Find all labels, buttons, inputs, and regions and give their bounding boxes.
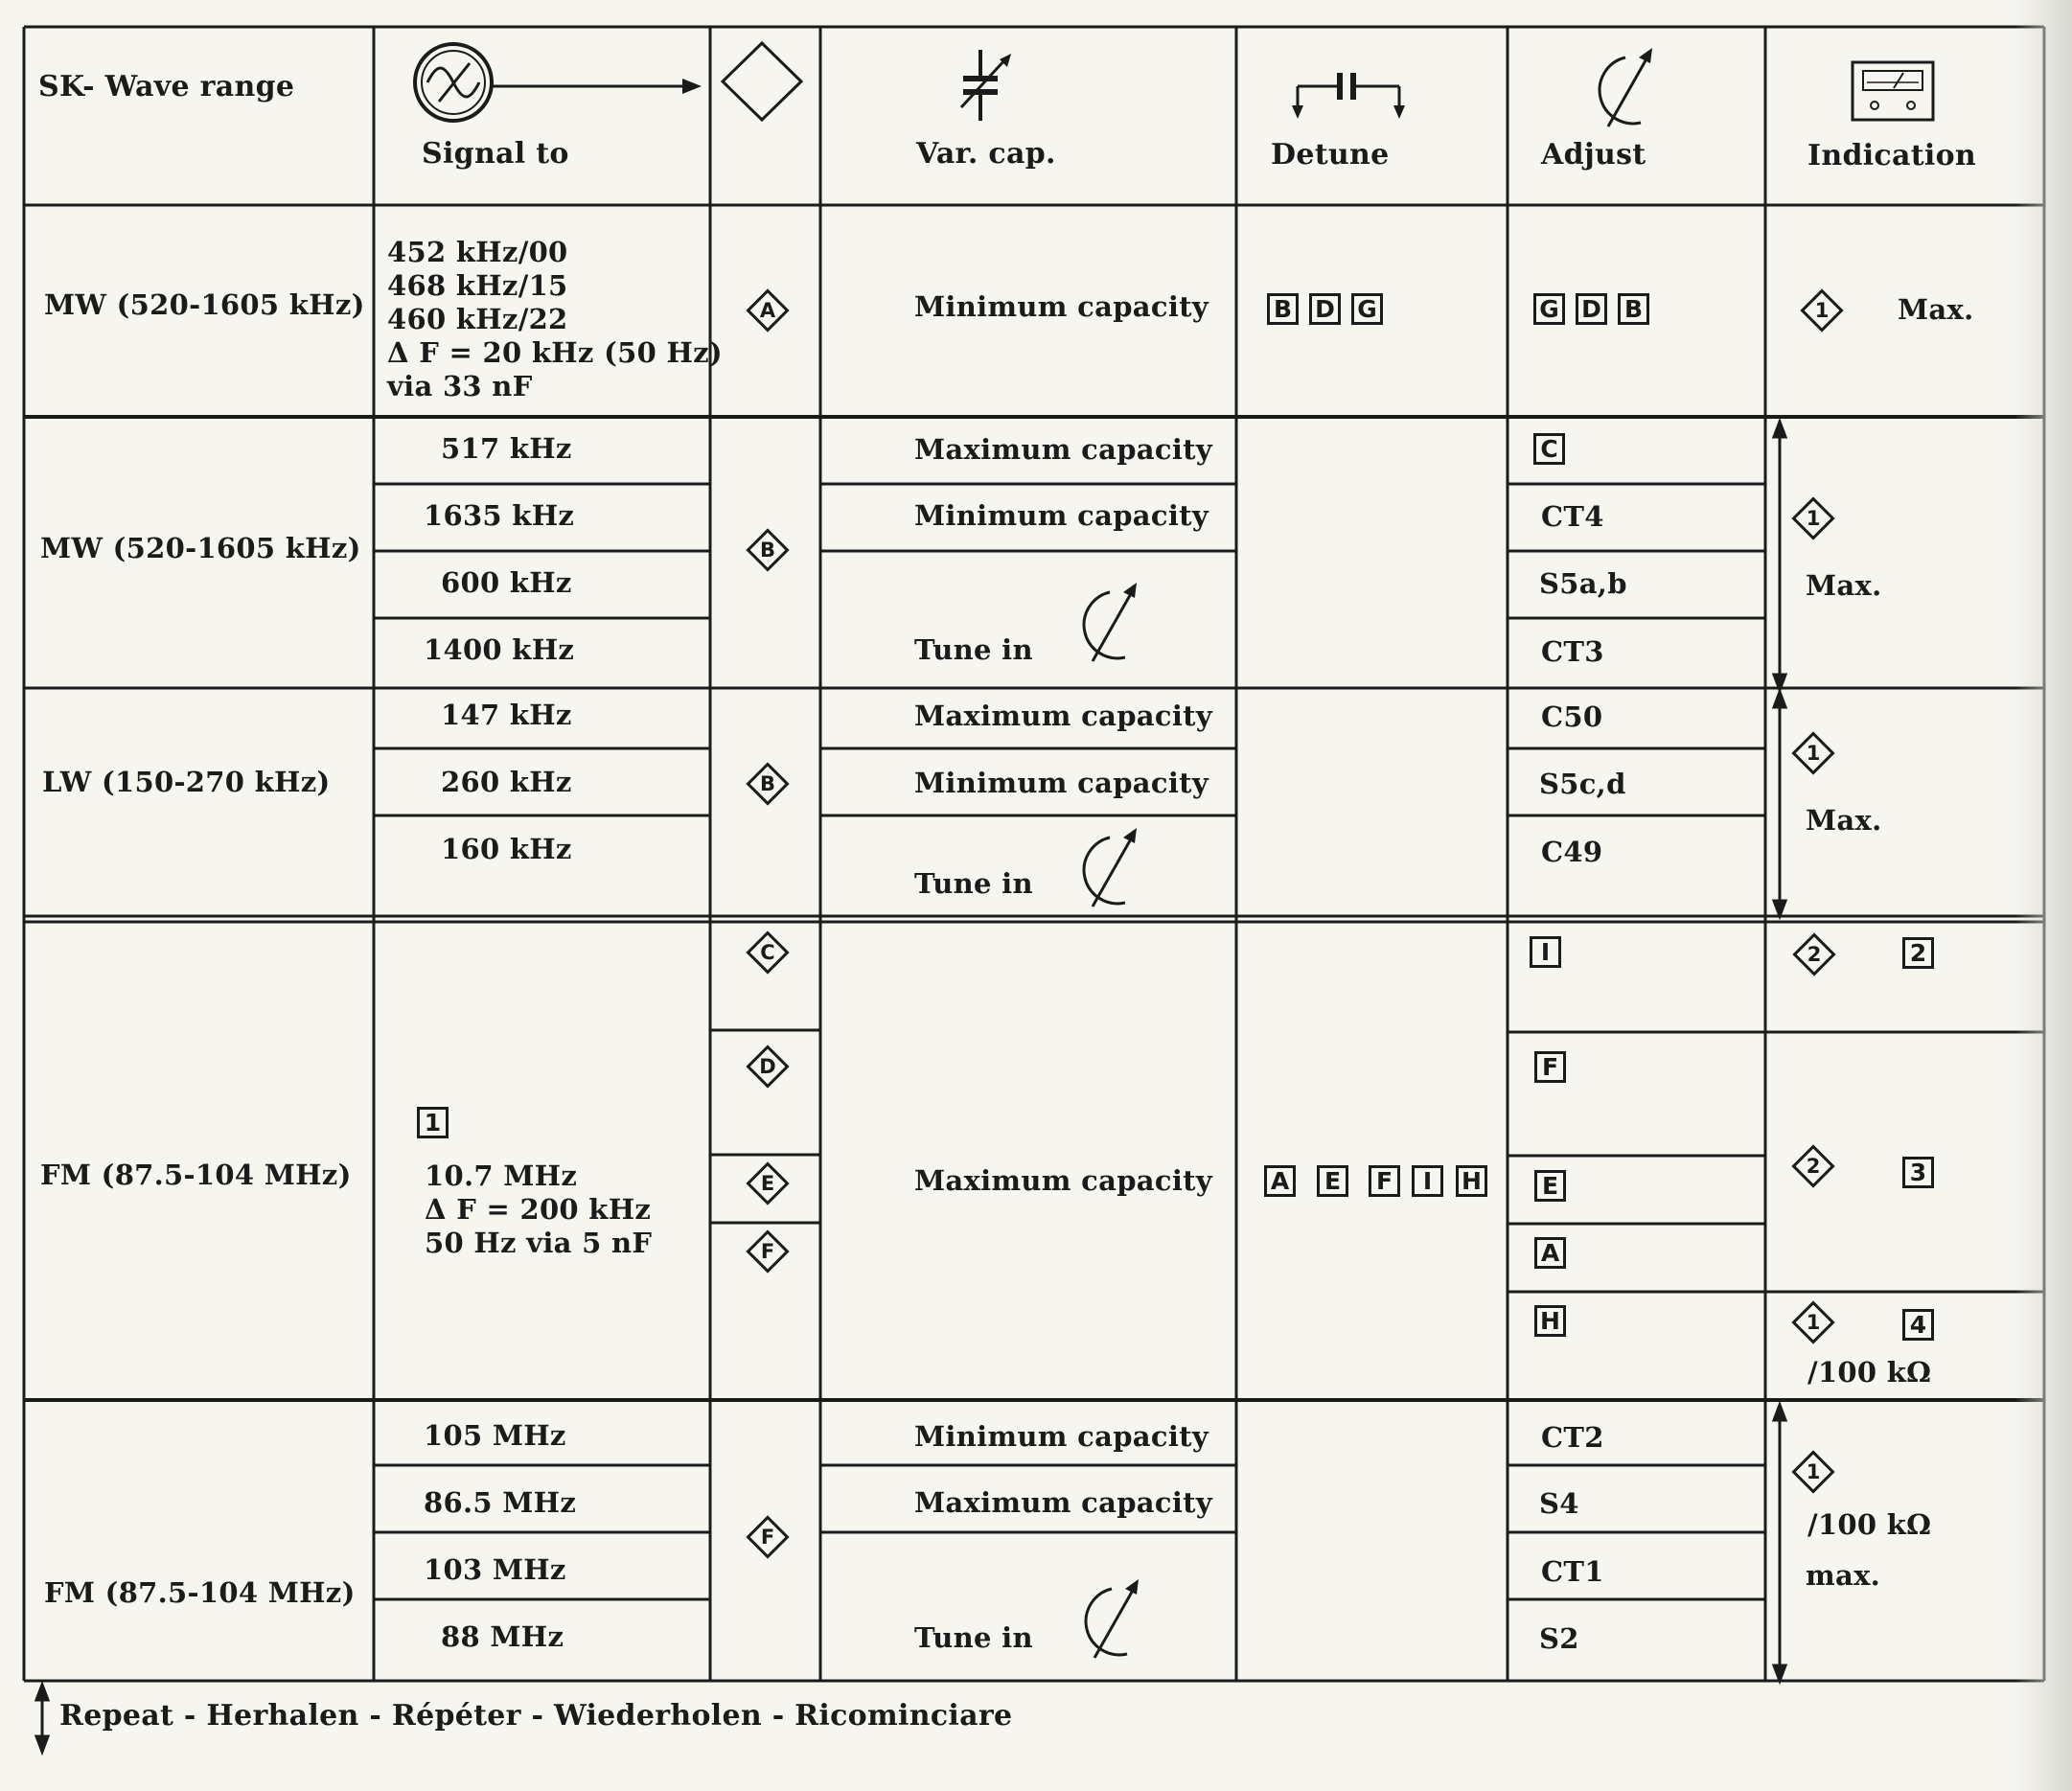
header-var-cap: Var. cap. xyxy=(916,137,1056,171)
measuring-point-f: F xyxy=(743,1512,793,1562)
measuring-point-b: B xyxy=(743,525,793,575)
fm-var-cap: Minimum capacity xyxy=(914,1420,1209,1453)
mw-if-signal-line: Δ F = 20 kHz (50 Hz) xyxy=(387,336,723,369)
mw-var-cap: Minimum capacity xyxy=(914,499,1209,532)
detune-box: A xyxy=(1264,1165,1296,1197)
measuring-point-b: B xyxy=(743,759,793,809)
mw-adjust: CT4 xyxy=(1541,500,1604,533)
mw-if-indication: Max. xyxy=(1898,293,1974,326)
repeat-arrows xyxy=(36,422,1785,1752)
lw-adjust: C49 xyxy=(1541,836,1603,868)
indication-point: 1 xyxy=(1788,1297,1838,1347)
detune-box: F xyxy=(1369,1165,1400,1197)
mw-if-signal-line: via 33 nF xyxy=(387,370,533,402)
measuring-point-f: F xyxy=(743,1227,793,1276)
fm-if-signal-line: 10.7 MHz xyxy=(425,1160,578,1192)
fm-var-cap: Maximum capacity xyxy=(914,1486,1212,1519)
adjust-box: E xyxy=(1534,1170,1566,1202)
adjust-box: B xyxy=(1618,293,1649,325)
fm-indication: max. xyxy=(1806,1559,1881,1592)
indication-box: 2 xyxy=(1902,937,1934,969)
fm-var-cap: Tune in xyxy=(914,1621,1033,1654)
lw-indication: Max. xyxy=(1806,804,1882,837)
lw-adjust: S5c,d xyxy=(1539,768,1626,800)
fm-signal: 88 MHz xyxy=(441,1620,564,1653)
fm-load-note: /100 kΩ xyxy=(1807,1508,1932,1541)
mw-if-wave-range: MW (520-1605 kHz) xyxy=(44,288,365,321)
header-indication: Indication xyxy=(1807,139,1976,172)
adjust-box: D xyxy=(1576,293,1607,325)
fm-signal: 86.5 MHz xyxy=(424,1486,577,1519)
detune-box: D xyxy=(1309,293,1341,325)
indication-point: 1 xyxy=(1797,286,1847,335)
measuring-point-icon xyxy=(719,40,805,126)
mw-adjust: CT3 xyxy=(1541,635,1604,668)
indication-point: 1 xyxy=(1788,494,1838,543)
lw-signal: 260 kHz xyxy=(441,766,572,798)
header-signal-to: Signal to xyxy=(422,137,569,171)
mw-signal: 600 kHz xyxy=(441,566,572,599)
variable-capacitor-icon xyxy=(954,48,1021,125)
fm-adjust: CT2 xyxy=(1541,1421,1604,1454)
fm-if-signal xyxy=(425,1160,652,1260)
tune-in-icon xyxy=(1079,581,1156,672)
tune-in-icon xyxy=(1079,826,1156,917)
mw-if-signal-line: 460 kHz/22 xyxy=(387,303,568,335)
fm-if-signal-line: Δ F = 200 kHz xyxy=(425,1193,652,1226)
fm-if-load-note: /100 kΩ xyxy=(1807,1356,1932,1389)
lw-var-cap: Tune in xyxy=(914,867,1033,900)
adjust-box: H xyxy=(1534,1305,1566,1337)
mw-wave-range: MW (520-1605 kHz) xyxy=(40,532,361,564)
lw-var-cap: Maximum capacity xyxy=(914,700,1212,732)
fm-signal: 103 MHz xyxy=(424,1553,566,1586)
lw-signal: 147 kHz xyxy=(441,699,572,731)
repeat-note: Repeat - Herhalen - Répéter - Wiederholen - Ricominciare xyxy=(59,1699,1013,1733)
adjust-box: G xyxy=(1533,293,1565,325)
lw-var-cap: Minimum capacity xyxy=(914,767,1209,799)
measuring-point-e: E xyxy=(743,1159,793,1208)
detune-box: H xyxy=(1456,1165,1487,1197)
mw-adjust: S5a,b xyxy=(1539,567,1627,600)
measuring-point-a: A xyxy=(743,286,793,335)
mw-signal: 1635 kHz xyxy=(424,499,575,532)
detune-box: G xyxy=(1351,293,1383,325)
mw-var-cap: Maximum capacity xyxy=(914,433,1212,466)
output-meter-icon xyxy=(1850,59,1936,123)
detune-box: B xyxy=(1267,293,1299,325)
fm-adjust: CT1 xyxy=(1541,1555,1604,1588)
lw-adjust: C50 xyxy=(1541,700,1603,733)
signal-box: 1 xyxy=(417,1107,449,1138)
measuring-point-d: D xyxy=(743,1042,793,1091)
indication-box: 4 xyxy=(1902,1309,1934,1341)
mw-if-signal-line: 468 kHz/15 xyxy=(387,269,568,302)
measuring-point-c: C xyxy=(743,928,793,977)
mw-if-signal-line: 452 kHz/00 xyxy=(387,236,568,268)
fm-wave-range: FM (87.5-104 MHz) xyxy=(44,1576,356,1609)
indication-point: 1 xyxy=(1788,1447,1838,1497)
detune-box: E xyxy=(1317,1165,1348,1197)
indication-point: 1 xyxy=(1788,728,1838,778)
fm-adjust: S4 xyxy=(1539,1487,1579,1520)
mw-indication: Max. xyxy=(1806,569,1882,602)
tune-in-icon xyxy=(1081,1577,1158,1668)
lw-signal: 160 kHz xyxy=(441,833,572,865)
detune-capacitor-icon xyxy=(1292,67,1407,125)
mw-var-cap: Tune in xyxy=(914,633,1033,666)
header-detune: Detune xyxy=(1271,138,1390,172)
indication-point: 2 xyxy=(1789,930,1839,979)
mw-if-signal xyxy=(387,236,723,403)
mw-if-var-cap: Minimum capacity xyxy=(914,290,1209,323)
adjust-box: C xyxy=(1533,433,1565,465)
adjust-box: A xyxy=(1534,1237,1566,1269)
adjust-box: I xyxy=(1530,936,1561,968)
mw-signal: 517 kHz xyxy=(441,432,572,465)
fm-signal: 105 MHz xyxy=(424,1419,566,1452)
header-wave-range: SK- Wave range xyxy=(38,70,295,103)
adjust-box: F xyxy=(1534,1051,1566,1083)
indication-box: 3 xyxy=(1902,1157,1934,1188)
fm-if-var-cap: Maximum capacity xyxy=(914,1164,1212,1197)
fm-adjust: S2 xyxy=(1539,1622,1579,1655)
header-adjust: Adjust xyxy=(1541,138,1646,172)
lw-wave-range: LW (150-270 kHz) xyxy=(42,766,331,798)
indication-point: 2 xyxy=(1788,1141,1838,1191)
mw-signal: 1400 kHz xyxy=(424,633,575,666)
detune-box: I xyxy=(1412,1165,1443,1197)
fm-if-wave-range: FM (87.5-104 MHz) xyxy=(40,1159,352,1191)
fm-if-signal-line: 50 Hz via 5 nF xyxy=(425,1227,653,1259)
signal-generator-icon xyxy=(410,42,707,128)
trimmer-adjust-icon xyxy=(1595,46,1671,137)
